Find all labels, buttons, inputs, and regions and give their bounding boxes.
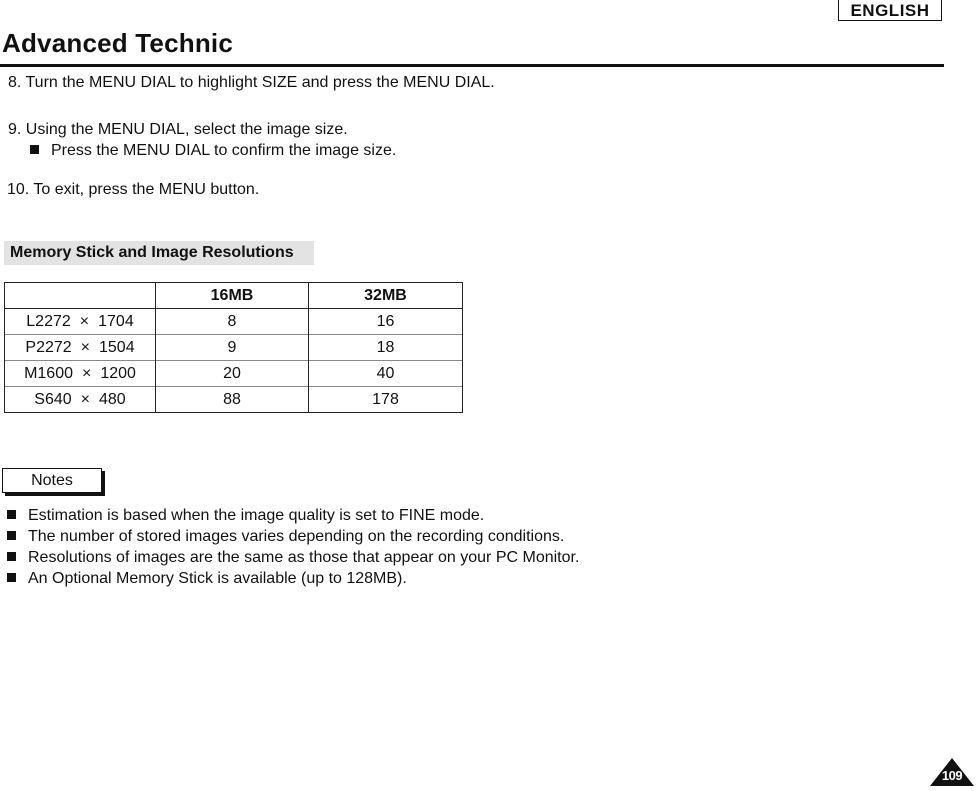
note-item: The number of stored images varies depending on the recording conditions. — [7, 526, 579, 547]
table-header-cell: 16MB — [156, 283, 309, 309]
resolution-cell: M1600 × 1200 — [5, 361, 156, 387]
note-item: Resolutions of images are the same as those that appear on your PC Monitor. — [7, 547, 579, 568]
count-32mb-cell: 178 — [309, 387, 463, 413]
bullet-square-icon — [7, 510, 16, 519]
table-row — [5, 335, 463, 361]
step-8: 8. Turn the MENU DIAL to highlight SIZE and press the MENU DIAL. — [8, 74, 495, 91]
table-row — [5, 387, 463, 413]
page-title: Advanced Technic — [2, 28, 234, 58]
count-16mb-cell: 9 — [156, 335, 309, 361]
count-16mb-cell: 8 — [156, 309, 309, 335]
title-divider — [0, 64, 944, 67]
table-row — [5, 361, 463, 387]
resolution-cell: S640 × 480 — [5, 387, 156, 413]
resolution-table — [4, 282, 463, 413]
step-10: 10. To exit, press the MENU button. — [7, 181, 260, 198]
section-heading: Memory Stick and Image Resolutions — [4, 241, 314, 265]
resolution-cell: L2272 × 1704 — [5, 309, 156, 335]
count-32mb-cell: 40 — [309, 361, 463, 387]
page-number: 109 — [941, 768, 963, 783]
times-icon: × — [80, 390, 90, 408]
notes-label: Notes — [2, 468, 102, 493]
times-icon: × — [81, 364, 92, 382]
bullet-square-icon — [7, 531, 16, 540]
table-header-cell — [5, 283, 156, 309]
count-16mb-cell: 20 — [156, 361, 309, 387]
count-16mb-cell: 88 — [156, 387, 309, 413]
note-item: Estimation is based when the image quality is set to FINE mode. — [7, 505, 579, 526]
bullet-square-icon — [7, 573, 16, 582]
step-9: 9. Using the MENU DIAL, select the image size. — [8, 121, 348, 138]
resolution-cell: P2272 × 1504 — [5, 335, 156, 361]
bullet-square-icon — [7, 552, 16, 561]
step-9-substep — [30, 141, 396, 161]
count-32mb-cell: 16 — [309, 309, 463, 335]
times-icon: × — [79, 312, 90, 330]
table-row — [5, 309, 463, 335]
table-header-row — [5, 283, 463, 309]
page-number-badge — [930, 758, 974, 786]
table-header-cell: 32MB — [309, 283, 463, 309]
language-badge: ENGLISH — [838, 0, 942, 21]
count-32mb-cell: 18 — [309, 335, 463, 361]
times-icon: × — [80, 338, 90, 356]
note-item: An Optional Memory Stick is available (up to 128MB). — [7, 568, 579, 589]
notes-list — [7, 505, 579, 589]
substep-text: Press the MENU DIAL to confirm the image size. — [51, 142, 397, 159]
bullet-square-icon — [30, 145, 39, 154]
